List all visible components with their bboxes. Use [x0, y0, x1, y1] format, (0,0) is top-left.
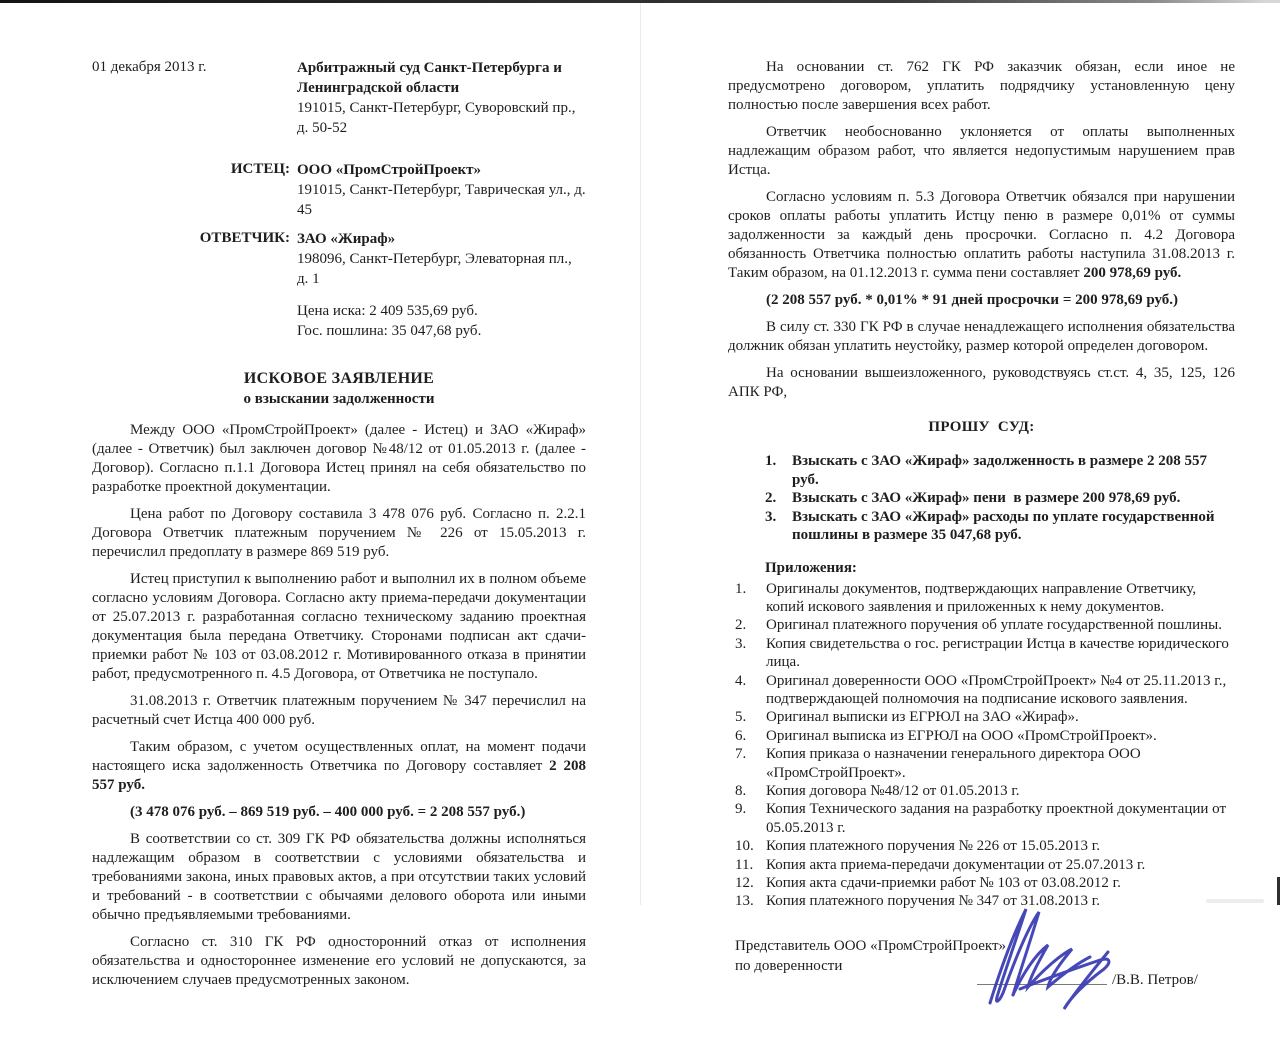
attachment-item	[735, 672, 1235, 709]
list-item-number: 2.	[735, 617, 747, 634]
page2-paragraphs	[728, 58, 1235, 402]
list-item-number: 5.	[735, 709, 747, 726]
signature-ink	[990, 909, 1109, 1009]
document-date: 01 декабря 2013 г.	[92, 59, 207, 75]
list-item-number: 8.	[735, 782, 747, 799]
list-item-number: 3.	[735, 635, 747, 652]
defendant-name: ЗАО «Жираф»	[297, 231, 396, 247]
list-item-text: Копия договора №48/12 от 01.05.2013 г.	[766, 782, 1020, 799]
list-item-text: Копия приказа о назначении генерального директора ООО «ПромСтройПроект».	[766, 746, 1141, 781]
paragraph: (2 208 557 руб. * 0,01% * 91 дней просрочки = 200 978,69 руб.)	[766, 292, 1179, 308]
request-item	[765, 452, 1235, 489]
paragraph: На основании ст. 762 ГК РФ заказчик обязан, если иное не предусмотрено договором, уплатить подрядчику установленную цену полностью после завершения всех работ.	[728, 59, 1235, 113]
defendant-label: ОТВЕТЧИК:	[199, 230, 290, 246]
attachments-list	[728, 580, 1235, 911]
request-heading: ПРОШУ СУД:	[928, 419, 1035, 435]
list-item-number: 1.	[735, 580, 747, 597]
paragraph: Таким образом, с учетом осуществленных оплат, на момент подачи настоящего иска задолженность Ответчика по Договору составляет 2 208 557 руб.	[92, 739, 586, 793]
defendant-block	[92, 229, 586, 289]
paragraph: Согласно ст. 310 ГК РФ односторонний отказ от исполнения обязательства и одностороннее изменение его условий не допускаются, за исключением случаев предусмотренных законом.	[92, 934, 586, 988]
list-item-text: Копия акта приема-передачи документации от 25.07.2013 г.	[766, 856, 1146, 873]
claim-price: Цена иска: 2 409 535,69 руб.	[297, 303, 478, 319]
page-left	[92, 58, 586, 998]
paragraph: Между ООО «ПромСтройПроект» (далее - Истец) и ЗАО «Жираф» (далее - Ответчик) был заключен договор №48/12 от 01.05.2013 г. (далее - Договор). Согласно п.1.1 Договора Истец принял на себя обязательство по разработке проектной документации.	[92, 422, 586, 495]
paragraph: На основании вышеизложенного, руководствуясь ст.ст. 4, 35, 125, 126 АПК РФ,	[728, 365, 1235, 400]
signatory-line1: Представитель ООО «ПромСтройПроект»	[735, 937, 1007, 954]
list-item-text: Оригинал выписки из ЕГРЮЛ на ЗАО «Жираф».	[766, 709, 1079, 726]
attachment-item	[735, 892, 1235, 910]
request-list	[728, 452, 1235, 545]
page-fold-line	[640, 3, 641, 905]
paragraph: Истец приступил к выполнению работ и выполнил их в полном объеме согласно условиям Договора. Согласно акту приема-передачи документации от 25.07.2013 г. разработанная согласно техническому заданию проектная документация была передана Ответчику. Сторонами подписан акт сдачи-приемки работ № 103 от 03.08.2012 г. Мотивированного отказа в принятии работ, предусмотренного п. 4.5 Договора, от Ответчика не поступало.	[92, 571, 586, 682]
attachment-item	[735, 727, 1235, 745]
list-item-number: 11.	[735, 856, 754, 873]
list-item-number: 9.	[735, 801, 747, 818]
attachment-item	[735, 708, 1235, 726]
court-block	[297, 58, 586, 138]
page-right	[728, 58, 1235, 1037]
signatory-title	[735, 936, 1006, 976]
attachment-item	[735, 874, 1235, 892]
plaintiff-name: ООО «ПромСтройПроект»	[297, 162, 482, 178]
signatory-line2: по доверенности	[735, 957, 843, 974]
list-item-number: 4.	[735, 672, 747, 689]
attachment-item	[735, 837, 1235, 855]
document-subtitle: о взыскании задолженности	[243, 391, 435, 407]
plaintiff-block	[92, 160, 586, 220]
list-item-text: Оригинал доверенности ООО «ПромСтройПроект» №4 от 25.11.2013 г., подтверждающей полномочия на подписание искового заявления.	[766, 672, 1227, 707]
attachment-item	[735, 580, 1235, 617]
paragraph: Цена работ по Договору составила 3 478 076 руб. Согласно п. 2.2.1 Договора Ответчик платежным поручением № 226 от 15.05.2013 г. перечислил предоплату в размере 869 519 руб.	[92, 506, 586, 560]
list-item-text: Копия платежного поручения № 226 от 15.05.2013 г.	[766, 838, 1100, 855]
plaintiff-address: 191015, Санкт-Петербург, Таврическая ул., д. 45	[297, 182, 586, 218]
paragraph: В силу ст. 330 ГК РФ в случае ненадлежащего исполнения обязательства должник обязан уплатить неустойку, размер которой определен договором.	[728, 319, 1235, 354]
court-address: 191015, Санкт-Петербург, Суворовский пр., д. 50-52	[297, 100, 576, 136]
defendant-address: 198096, Санкт-Петербург, Элеваторная пл., д. 1	[297, 251, 572, 287]
list-item-text: Взыскать с ЗАО «Жираф» расходы по уплате государственной пошлины в размере 35 047,68 руб.	[792, 508, 1219, 543]
paragraph: Согласно условиям п. 5.3 Договора Ответчик обязался при нарушении сроков оплаты работы уплатить Истцу пеню в размере 0,01% от суммы задолженности за каждый день просрочки. Согласно п. 4.2 Договора обязанность Ответчика полностью оплатить работы наступила 31.08.2013 г. Таким образом, на 01.12.2013 г. сумма пени составляет 200 978,69 руб.	[728, 189, 1235, 281]
list-item-text: Взыскать с ЗАО «Жираф» пени в размере 200 978,69 руб.	[792, 490, 1181, 506]
attachments-heading: Приложения:	[765, 559, 857, 576]
attachment-item	[735, 800, 1235, 837]
list-item-number: 1.	[765, 453, 777, 469]
court-name-line2: Ленинградской области	[297, 80, 460, 96]
attachment-item	[735, 635, 1235, 672]
request-item	[765, 489, 1235, 508]
list-item-text: Копия Технического задания на разработку проектной документации от 05.05.2013 г.	[766, 801, 1227, 836]
list-item-number: 3.	[765, 508, 777, 525]
paragraph: В соответствии со ст. 309 ГК РФ обязательства должны исполняться надлежащим образом в соответствии с условиями обязательства и требованиями закона, иных правовых актов, а при отсутствии таких условий и требований - в соответствии с обычаями делового оборота или иными обычно предъявляемыми требованиями.	[92, 831, 586, 923]
list-item-text: Оригинал платежного поручения об уплате государственной пошлины.	[766, 617, 1222, 634]
list-item-number: 7.	[735, 746, 747, 763]
attachment-item	[735, 782, 1235, 800]
court-name-line1: Арбитражный суд Санкт-Петербурга и	[297, 60, 562, 76]
list-item-text: Копия свидетельства о гос. регистрации Истца в качестве юридического лица.	[766, 635, 1229, 671]
list-item-number: 6.	[735, 727, 747, 744]
list-item-number: 12.	[735, 875, 754, 891]
attachment-item	[735, 616, 1235, 634]
attachment-item	[735, 745, 1235, 782]
paragraph: Ответчик необоснованно уклоняется от оплаты выполненных надлежащим образом работ, что является недопустимым нарушением прав Истца.	[728, 124, 1235, 178]
list-item-text: Взыскать с ЗАО «Жираф» задолженность в размере 2 208 557 руб.	[792, 453, 1211, 488]
paragraph: (3 478 076 руб. – 869 519 руб. – 400 000 руб. = 2 208 557 руб.)	[130, 804, 526, 820]
list-item-text: Копия акта сдачи-приемки работ № 103 от 03.08.2012 г.	[766, 875, 1121, 891]
list-item-text: Оригиналы документов, подтверждающих направление Ответчику, копий искового заявления и приложенных к нему документов.	[766, 580, 1197, 615]
list-item-number: 13.	[735, 893, 754, 910]
signature-block	[728, 925, 1235, 1037]
list-item-text: Копия платежного поручения № 347 от 31.08.2013 г.	[766, 893, 1100, 910]
document-title: ИСКОВОЕ ЗАЯВЛЕНИЕ	[243, 370, 435, 387]
claim-price-block	[297, 301, 586, 341]
state-duty: Гос. пошлина: 35 047,68 руб.	[297, 323, 482, 339]
plaintiff-label: ИСТЕЦ:	[230, 161, 290, 177]
list-item-text: Оригинал выписка из ЕГРЮЛ на ООО «ПромСтройПроект».	[766, 727, 1157, 744]
list-item-number: 10.	[735, 838, 754, 855]
signature-name: /В.В. Петров/	[1112, 971, 1198, 988]
request-item	[765, 508, 1235, 545]
header-row	[92, 58, 586, 138]
list-item-number: 2.	[765, 490, 777, 506]
signature-line	[977, 984, 1107, 985]
attachment-item	[735, 856, 1235, 874]
paragraph: 31.08.2013 г. Ответчик платежным поручением № 347 перечислил на расчетный счет Истца 400 000 руб.	[92, 693, 586, 728]
